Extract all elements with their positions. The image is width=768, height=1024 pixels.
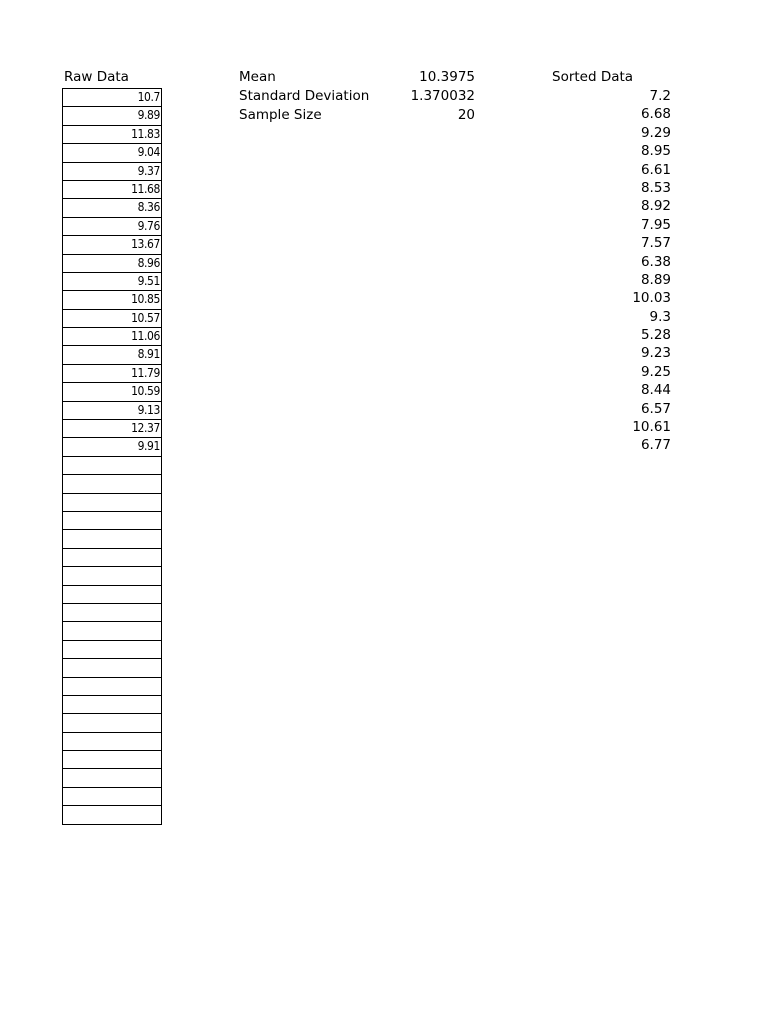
- raw-data-cell[interactable]: [63, 475, 162, 493]
- sorted-data-cell: 9.23: [640, 345, 671, 362]
- sorted-data-cell: 6.77: [640, 437, 671, 454]
- raw-data-cell[interactable]: 9.13: [63, 402, 162, 420]
- raw-data-cell[interactable]: 10.85: [63, 291, 162, 309]
- raw-data-cell[interactable]: [63, 806, 162, 824]
- raw-data-cell[interactable]: 9.89: [63, 107, 162, 125]
- raw-data-cell[interactable]: 11.83: [63, 126, 162, 144]
- raw-data-cell[interactable]: [63, 622, 162, 640]
- raw-data-header: Raw Data: [64, 69, 129, 85]
- raw-data-cell[interactable]: 11.06: [63, 328, 162, 346]
- raw-data-cell[interactable]: [63, 567, 162, 585]
- raw-data-cell[interactable]: 8.96: [63, 255, 162, 273]
- sample-size-label: Sample Size: [239, 107, 322, 123]
- raw-data-cell[interactable]: [63, 788, 162, 806]
- raw-data-cell[interactable]: 11.79: [63, 365, 162, 383]
- sorted-data-cell: 7.2: [649, 88, 671, 104]
- sorted-data-cell: 8.44: [640, 382, 671, 399]
- raw-data-cell[interactable]: 13.67: [63, 236, 162, 254]
- raw-data-table: [62, 88, 162, 825]
- raw-data-cell[interactable]: 8.91: [63, 346, 162, 364]
- raw-data-cell[interactable]: [63, 696, 162, 714]
- raw-data-cell[interactable]: [63, 659, 162, 677]
- raw-data-cell[interactable]: 10.7: [63, 89, 162, 107]
- mean-value: 10.3975: [419, 69, 475, 85]
- raw-data-cell[interactable]: [63, 512, 162, 530]
- sorted-data-cell: 9.3: [649, 308, 671, 325]
- sorted-data-cell: 7.95: [640, 216, 671, 233]
- sorted-data-cell: 8.53: [640, 179, 671, 196]
- raw-data-cell[interactable]: 9.91: [63, 438, 162, 456]
- sample-size-value: 20: [457, 107, 475, 123]
- raw-data-cell[interactable]: [63, 751, 162, 769]
- standard-deviation-value: 1.370032: [410, 88, 475, 104]
- sorted-data-cell: 8.92: [640, 198, 671, 215]
- raw-data-cell[interactable]: [63, 530, 162, 548]
- standard-deviation-label: Standard Deviation: [239, 88, 370, 104]
- sorted-data-cell: 10.61: [632, 419, 671, 436]
- raw-data-cell[interactable]: [63, 604, 162, 622]
- raw-data-cell[interactable]: 9.04: [63, 144, 162, 162]
- raw-data-cell[interactable]: [63, 714, 162, 732]
- sorted-data-cell: 6.61: [640, 161, 671, 178]
- raw-data-cell[interactable]: [63, 494, 162, 512]
- raw-data-cell[interactable]: 9.51: [63, 273, 162, 291]
- raw-data-cell[interactable]: [63, 769, 162, 787]
- raw-data-cell[interactable]: [63, 549, 162, 567]
- raw-data-cell[interactable]: 10.59: [63, 383, 162, 401]
- raw-data-cell[interactable]: 10.57: [63, 310, 162, 328]
- sorted-data-cell: 6.68: [640, 106, 671, 123]
- sorted-data-cell: 6.57: [640, 400, 671, 417]
- sorted-data-column: [560, 87, 671, 455]
- raw-data-cell[interactable]: 8.36: [63, 199, 162, 217]
- sorted-data-cell: 7.57: [640, 235, 671, 252]
- sorted-data-cell: 9.29: [640, 124, 671, 141]
- sorted-data-cell: 8.89: [640, 271, 671, 288]
- raw-data-cell[interactable]: 9.76: [63, 218, 162, 236]
- raw-data-cell[interactable]: [63, 641, 162, 659]
- sorted-data-cell: 9.25: [640, 363, 671, 380]
- sorted-data-header: Sorted Data: [552, 69, 634, 85]
- sorted-data-cell: 6.38: [640, 253, 671, 270]
- raw-data-cell[interactable]: 12.37: [63, 420, 162, 438]
- raw-data-cell[interactable]: [63, 678, 162, 696]
- sorted-data-cell: 5.28: [640, 327, 671, 344]
- raw-data-cell[interactable]: 11.68: [63, 181, 162, 199]
- sorted-data-cell: 10.03: [632, 290, 671, 307]
- raw-data-cell[interactable]: 9.37: [63, 163, 162, 181]
- mean-label: Mean: [239, 69, 276, 85]
- raw-data-cell[interactable]: [63, 733, 162, 751]
- raw-data-cell[interactable]: [63, 586, 162, 604]
- sorted-data-cell: 8.95: [640, 143, 671, 160]
- raw-data-cell[interactable]: [63, 457, 162, 475]
